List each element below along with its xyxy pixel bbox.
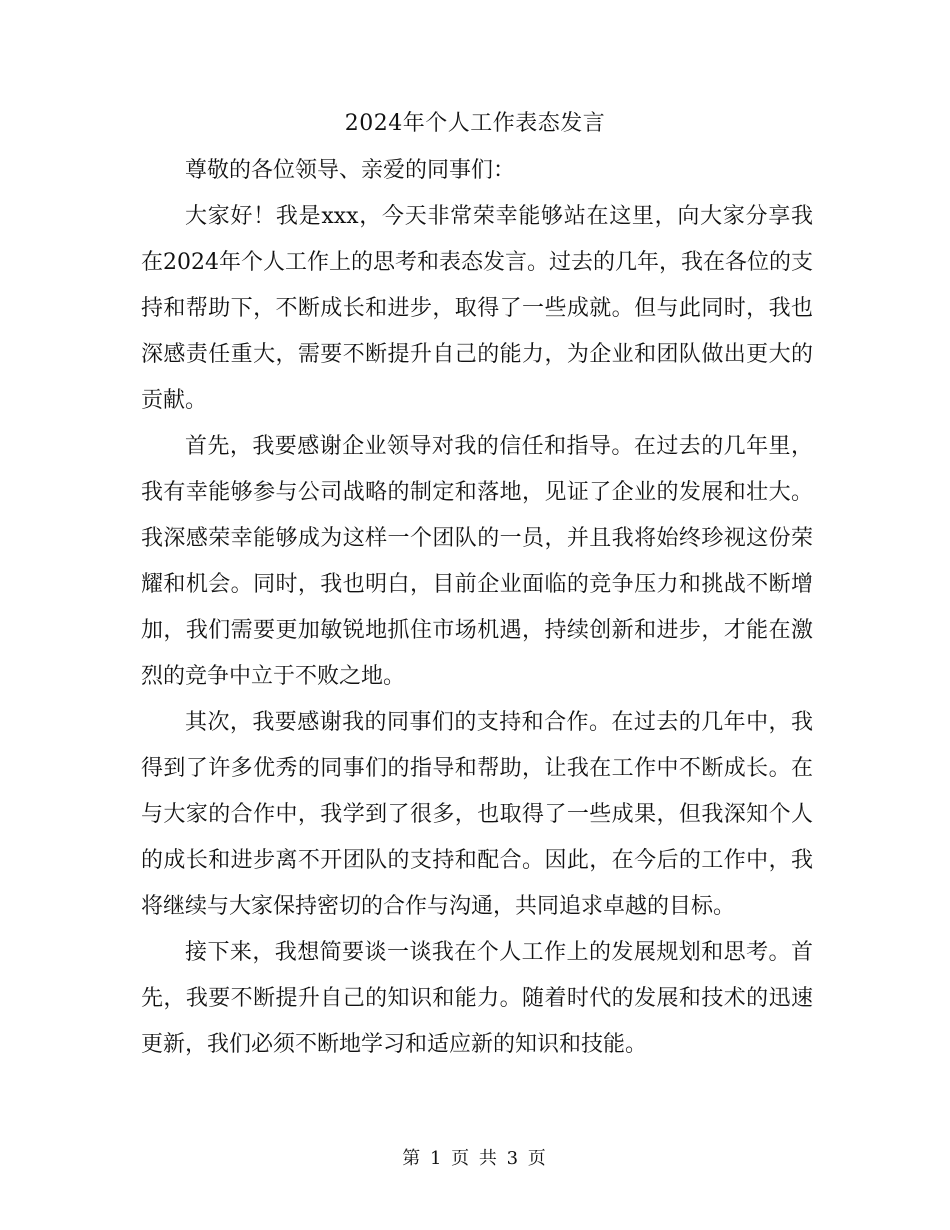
paragraph-intro: 大家好！我是xxx，今天非常荣幸能够站在这里，向大家分享我在2024年个人工作上的思考和表态发言。过去的几年，我在各位的支持和帮助下，不断成长和进步，取得了一些成就。但与此同时，我也深感责任重大，需要不断提升自己的能力，为企业和团队做出更大的贡献。 <box>141 204 813 413</box>
document-title: 2024年个人工作表态发言 <box>344 111 606 136</box>
document-body <box>141 148 813 1068</box>
paragraph-thanks-colleagues: 其次，我要感谢我的同事们的支持和合作。在过去的几年中，我得到了许多优秀的同事们的指导和帮助，让我在工作中不断成长。在与大家的合作中，我学到了很多，也取得了一些成果，但我深知个人的成长和进步离不开团队的支持和配合。因此，在今后的工作中，我将继续与大家保持密切的合作与沟通，共同追求卓越的目标。 <box>141 710 813 919</box>
paragraph-thanks-leadership: 首先，我要感谢企业领导对我的信任和指导。在过去的几年里，我有幸能够参与公司战略的制定和落地，见证了企业的发展和壮大。我深感荣幸能够成为这样一个团队的一员，并且我将始终珍视这份荣耀和机会。同时，我也明白，目前企业面临的竞争压力和挑战不断增加，我们需要更加敏锐地抓住市场机遇，持续创新和进步，才能在激烈的竞争中立于不败之地。 <box>141 434 813 689</box>
page-number-footer: 第 1 页 共 3 页 <box>402 1148 548 1169</box>
greeting-line: 尊敬的各位领导、亲爱的同事们： <box>185 158 516 183</box>
paragraph-development-plan: 接下来，我想简要谈一谈我在个人工作上的发展规划和思考。首先，我要不断提升自己的知识和能力。随着时代的发展和技术的迅速更新，我们必须不断地学习和适应新的知识和技能。 <box>141 940 813 1057</box>
